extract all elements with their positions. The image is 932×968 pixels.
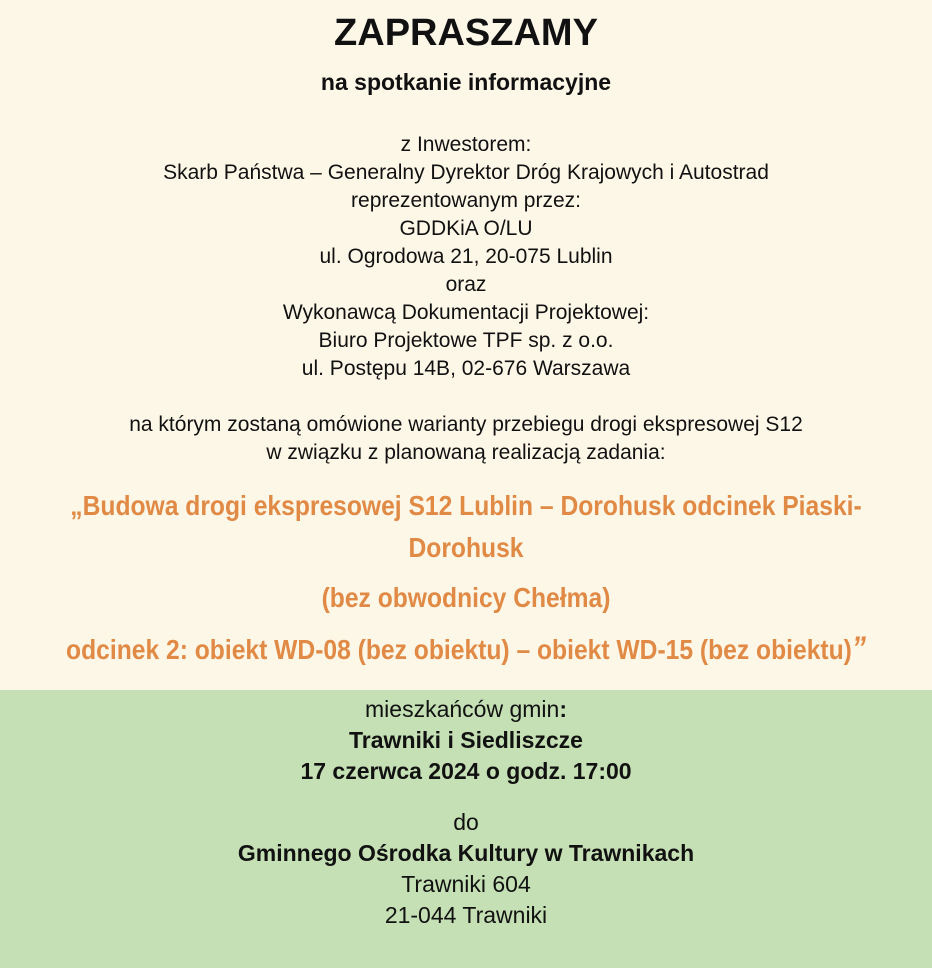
investor-intro: z Inwestorem: [400,133,532,156]
venue-to: do [453,809,479,835]
audience-colon: : [559,696,567,722]
project-title-line-3: (bez obwodnicy Chełma) [321,582,611,613]
venue-postal: 21-044 Trawniki [384,902,548,928]
meeting-datetime: 17 czerwca 2024 o godz. 17:00 [300,758,632,784]
conjunction: oraz [445,273,487,296]
audience-intro: mieszkańców gmin [365,696,560,722]
investor-name: Skarb Państwa – Generalny Dyrektor Dróg Krajowych i Autostrad [163,161,769,184]
purpose-line-2: w związku z planowaną realizacją zadania: [266,441,666,464]
investor-address: ul. Ogrodowa 21, 20-075 Lublin [319,245,613,268]
purpose-line-1: na którym zostaną omówione warianty przebiegu drogi ekspresowej S12 [129,413,803,436]
venue-street: Trawniki 604 [401,871,531,897]
project-title-line-2: Dorohusk [408,532,524,563]
invitation-title: ZAPRASZAMY [334,12,598,54]
venue-name: Gminnego Ośrodka Kultury w Trawnikach [237,840,695,866]
invitation-subtitle: na spotkanie informacyjne [320,69,612,95]
investor-office: GDDKiA O/LU [399,217,533,240]
invitation-bottom-section [0,690,932,968]
audience-intro-line [0,696,932,723]
audience-gminy: Trawniki i Siedliszcze [349,727,583,753]
closing-quote: ” [851,630,866,666]
investor-represented-by: reprezentowanym przez: [351,189,581,212]
project-title-line-1: „Budowa drogi ekspresowej S12 Lublin – Dorohusk odcinek Piaski- [70,490,862,521]
contractor-address: ul. Postępu 14B, 02-676 Warszawa [301,357,631,380]
contractor-intro: Wykonawcą Dokumentacji Projektowej: [282,301,650,324]
project-title-line-4 [56,630,876,667]
contractor-name: Biuro Projektowe TPF sp. z o.o. [318,329,614,352]
project-title-line-4-text: odcinek 2: obiekt WD-08 (bez obiektu) – obiekt WD-15 (bez obiektu) [66,634,852,665]
